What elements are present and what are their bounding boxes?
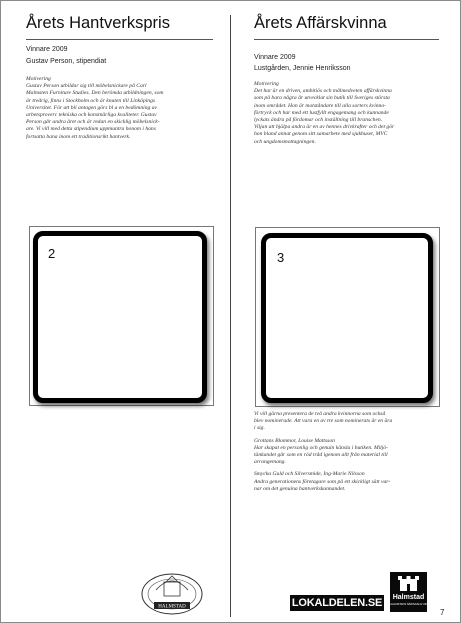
right-motivation-line: förtryck och har med ett lustfyllt engagemang och kunnande: [254, 109, 389, 116]
right-motivation-heading: Motivering: [254, 81, 279, 87]
right-photo-placeholder: [261, 233, 433, 403]
column-divider: [230, 15, 231, 617]
nominees-intro: [254, 411, 446, 433]
left-motivation-line: Universitet. För att bli antagen görs bl a en bedömning av: [26, 104, 157, 111]
nominee-1-line: Har skapat en personlig och genuin känsla i butiken. Miljö-: [254, 444, 388, 451]
nominees-intro-line: i sig.: [254, 425, 265, 432]
right-motivation-line: hon bland annat genom sitt samarbete med sjukhuset, MVC: [254, 131, 388, 138]
left-motivation: [26, 76, 221, 141]
right-winner-label: Vinnare 2009: [254, 54, 296, 61]
nominee-2-line: nar om det genuina hantverkskunnandet.: [254, 485, 346, 492]
left-photo-frame: [29, 226, 214, 406]
halmstad-logo-sub: HALMSTADS NÄRINGSLIV AB: [390, 603, 427, 606]
halmstad-logo-name: Halmstad: [392, 594, 425, 601]
right-nominees: [254, 411, 446, 498]
left-motivation-line: Person går andra året och är redan en skicklig möbelsnick-: [26, 119, 160, 126]
left-title-rule: [26, 39, 213, 40]
left-motivation-line: är treårig, finns i Stockholm och är knuten till Linköpings: [26, 97, 156, 104]
right-motivation-line: och ungdomsmottagningen.: [254, 138, 316, 145]
right-title-rule: [254, 39, 439, 40]
nominee-1-name: Grottans Blommor, Louise Mattsson: [254, 437, 335, 444]
left-title: Årets Hantverkspris: [26, 14, 170, 32]
nominee-1-line: arrangemang.: [254, 459, 286, 466]
right-motivation-line: Det har är en driven, ambitiös och målmedveten affärskvinna: [254, 88, 392, 95]
seal-logo-icon: [136, 568, 208, 618]
right-motivation-line: som på bara några år utvecklat sin butik till Sveriges största: [254, 95, 390, 102]
left-motivation-line: Gustav Person utbildar sig till möbelsnickare på Carl: [26, 83, 147, 90]
right-photo-number: 3: [277, 250, 285, 265]
left-motivation-line: fortsatta bana inom ett traditionsrikt hantverk.: [26, 133, 131, 140]
left-motivation-heading: Motivering: [26, 76, 51, 82]
left-photo-number: 2: [48, 246, 56, 261]
right-photo-frame: [255, 227, 440, 407]
right-winner-name: Lustgården, Jennie Henriksson: [254, 65, 351, 72]
left-motivation-line: arbetsproverс tekniska och konstnärliga kvaliteter. Gustav: [26, 112, 157, 119]
castle-icon: [390, 572, 427, 594]
page-number: 7: [440, 608, 445, 617]
nominees-intro-line: Vi vill gärna presentera de två andra kvinnorna som också: [254, 411, 386, 417]
left-winner-label: Vinnare 2009: [26, 46, 68, 53]
right-motivation-line: lyckats ändra på fördomar och inställning till branschen.: [254, 117, 383, 124]
nominee-1: [254, 438, 446, 467]
right-motivation: [254, 81, 446, 146]
nominee-2-line: Andra generationens företagare som på ett skickligt sätt var-: [254, 478, 391, 485]
right-title: Årets Affärskvinna: [254, 14, 387, 32]
halmstad-logo[interactable]: [390, 572, 427, 612]
left-motivation-line: are. Vi vill med detta stipendium uppmuntra honom i hans: [26, 126, 156, 133]
nominee-1-line: tänkandet går som en röd tråd igenom allt från material till: [254, 452, 388, 459]
nominee-2-name: Smycka Guld och Silversmide, Ing-Marie Nilsson: [254, 471, 365, 478]
left-motivation-line: Malmsten Furniture Studies. Den berömda utbildningen, som: [26, 90, 164, 97]
right-motivation-line: inom området. Hon är motståndare till alla sorters kvinno-: [254, 102, 387, 109]
seal-logo-text: HALMSTAD: [158, 604, 186, 610]
lokaldelen-logo[interactable]: LOKALDELEN.SE: [291, 597, 383, 609]
nominees-intro-line: blev nominerade. Att vara en av tre som nominerats är en ära: [254, 418, 393, 425]
left-winner-name: Gustav Person, stipendiat: [26, 58, 107, 65]
nominee-2: [254, 471, 446, 493]
right-motivation-line: Viljan att hjälpa andra är en av hennes drivkrafter och det gör: [254, 124, 395, 131]
left-photo-placeholder: [33, 231, 207, 403]
